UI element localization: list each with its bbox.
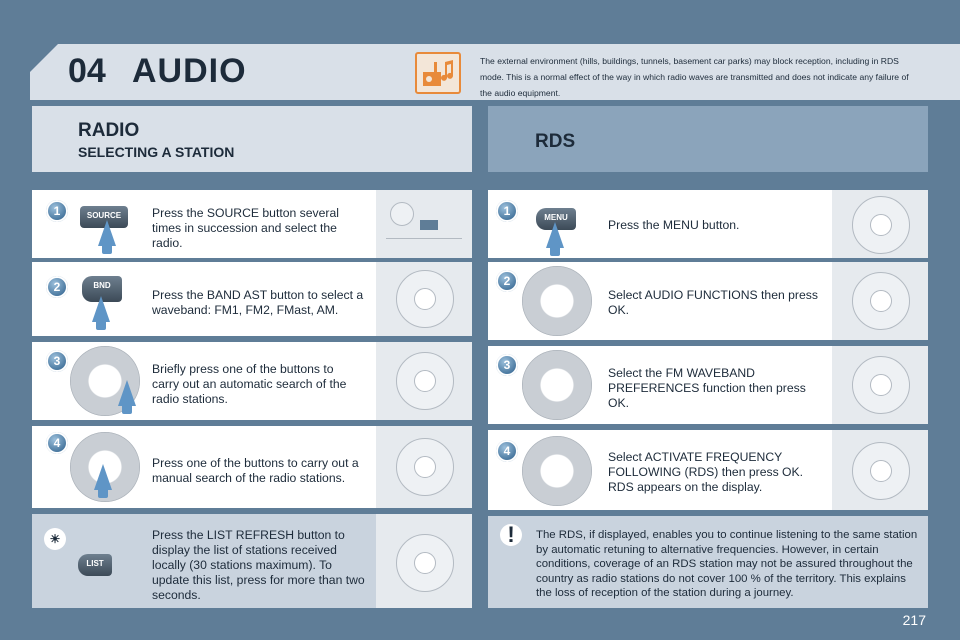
step-text: Press the SOURCE button several times in succession and select the radio.	[152, 206, 339, 250]
direction-pad-icon	[522, 350, 592, 420]
step-badge: 4	[496, 440, 518, 462]
step-badge: 4	[46, 432, 68, 454]
rds-step-2	[488, 262, 928, 340]
step-badge: 3	[496, 354, 518, 376]
warning-text: The RDS, if displayed, enables you to continue listening to the same station by automatic retuning to alternative frequencies. However, in certain conditions, coverage of an RDS station may not be assured throughout the country as radio stations do not cover 100 % of the territory. This explains the loss of reception of the station during a journey.	[536, 529, 918, 599]
finger-pointer-icon	[94, 464, 112, 490]
audio-chapter-icon	[415, 52, 461, 94]
radio-step-4	[32, 426, 472, 508]
step-text: Select the FM WAVEBAND PREFERENCES function then press OK.	[608, 366, 806, 410]
step-text: Press one of the buttons to carry out a manual search of the radio stations.	[152, 456, 359, 485]
finger-pointer-icon	[92, 296, 110, 322]
tip-text: Press the LIST REFRESH button to display the list of stations received locally (30 stations maximum). To update this list, press for more than two seconds.	[152, 528, 365, 602]
radio-panel-thumbnail	[376, 190, 472, 258]
step-badge: 1	[496, 200, 518, 222]
warning-icon: !	[500, 524, 522, 546]
step-text: Select AUDIO FUNCTIONS then press OK.	[608, 288, 818, 317]
radio-panel-thumbnail	[376, 514, 472, 608]
finger-pointer-icon	[98, 220, 116, 246]
radio-step-3	[32, 342, 472, 420]
list-button-icon: LIST	[78, 554, 112, 576]
radio-tip	[32, 514, 472, 608]
direction-pad-icon	[522, 436, 592, 506]
direction-pad-icon	[522, 266, 592, 336]
radio-step-2	[32, 262, 472, 336]
step-badge: 3	[46, 350, 68, 372]
ok-key-icon	[414, 370, 436, 392]
step-text: Press the MENU button.	[608, 218, 740, 232]
tip-sun-icon: ☀	[44, 528, 66, 550]
radio-panel-thumbnail	[376, 426, 472, 508]
finger-pointer-icon	[546, 222, 564, 248]
menu-button-icon: MENU	[536, 208, 576, 230]
ok-key-icon	[414, 288, 436, 310]
rds-step-1	[488, 190, 928, 258]
ok-key-icon	[870, 290, 892, 312]
band-button-icon: BND	[82, 276, 122, 302]
step-text: Press the BAND AST button to select a waveband: FM1, FM2, FMast, AM.	[152, 288, 364, 317]
step-badge: 1	[46, 200, 68, 222]
source-button-icon: SOURCE	[80, 206, 128, 228]
radio-panel-thumbnail	[376, 342, 472, 420]
ok-key-icon	[414, 456, 436, 478]
ok-key-icon	[870, 374, 892, 396]
step-text: Briefly press one of the buttons to carry out an automatic search of the radio stations.	[152, 362, 347, 406]
chapter-number: 04	[68, 52, 106, 90]
ok-key-icon	[414, 552, 436, 574]
step-badge: 2	[46, 276, 68, 298]
rds-panel-thumbnail	[832, 430, 928, 510]
rds-step-4	[488, 430, 928, 510]
finger-pointer-icon	[118, 380, 136, 406]
header-corner	[30, 44, 58, 72]
step-text: Select ACTIVATE FREQUENCY FOLLOWING (RDS) then press OK. RDS appears on the display.	[608, 450, 804, 494]
radio-panel-thumbnail	[376, 262, 472, 336]
rds-title: RDS	[535, 131, 576, 152]
radio-subtitle: SELECTING A STATION	[78, 144, 235, 160]
source-key-highlight	[420, 220, 438, 230]
knob-icon	[390, 202, 414, 226]
radio-step-1	[32, 190, 472, 258]
chapter-title: AUDIO	[132, 52, 247, 90]
panel-line	[386, 238, 462, 239]
step-badge: 2	[496, 270, 518, 292]
rds-warning	[488, 516, 928, 608]
ok-key-icon	[870, 214, 892, 236]
radio-title: RADIO	[78, 120, 140, 141]
ok-key-icon	[870, 460, 892, 482]
rds-step-3	[488, 346, 928, 424]
rds-panel-thumbnail	[832, 346, 928, 424]
page-number: 217	[902, 612, 926, 628]
intro-text: The external environment (hills, buildings, tunnels, basement car parks) may block reception, including in RDS mode. This is a normal effect of the way in which radio waves are transmitted and does not indicate any failure of the audio equipment.	[480, 56, 909, 98]
rds-panel-thumbnail	[832, 190, 928, 258]
rds-panel-thumbnail	[832, 262, 928, 340]
